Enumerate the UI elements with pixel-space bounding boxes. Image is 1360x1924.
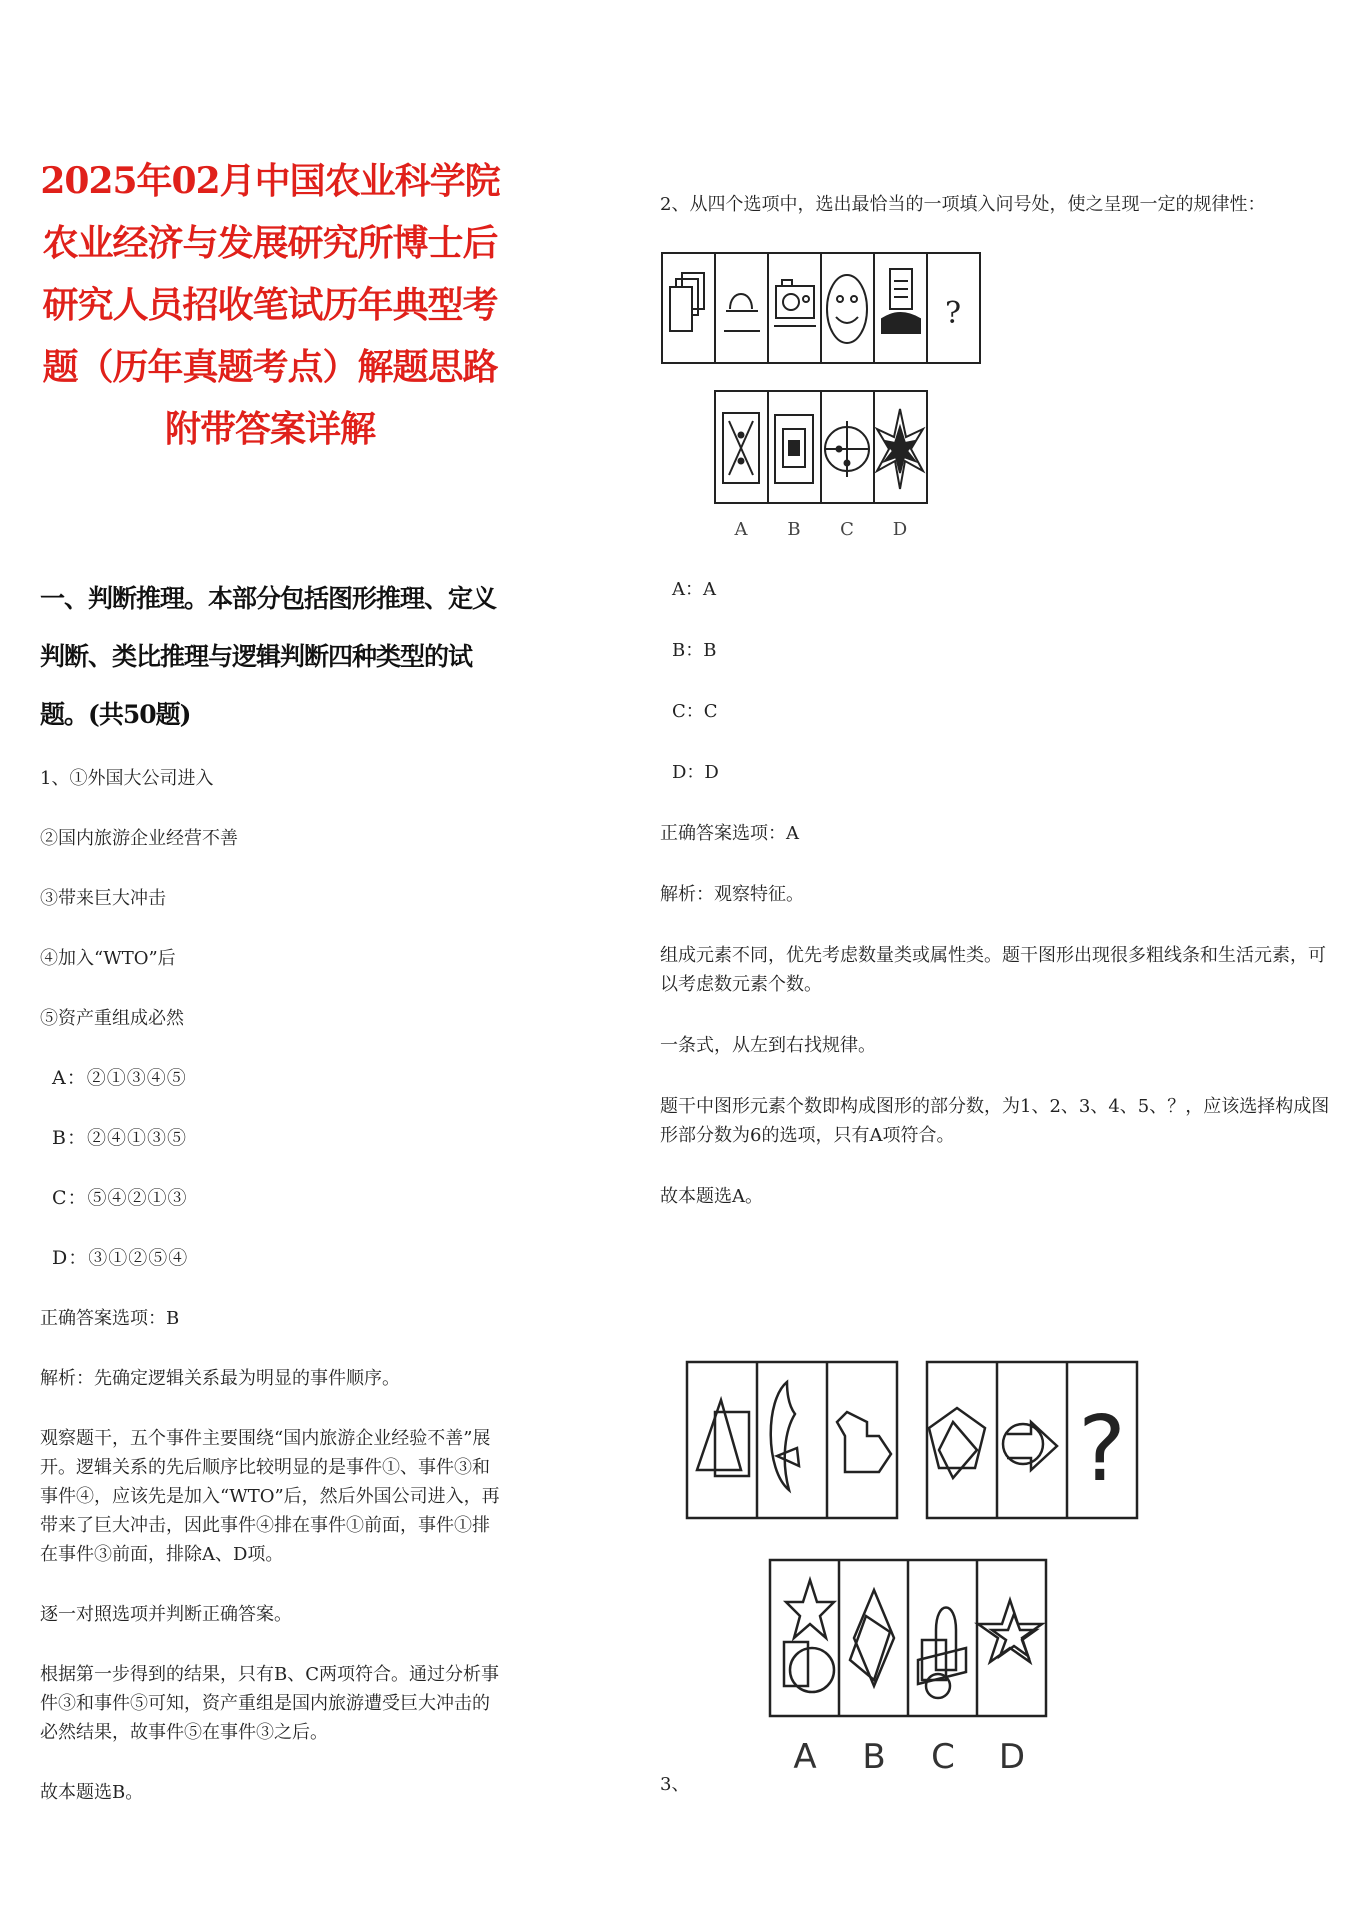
q2-option-c[interactable]: C：C xyxy=(672,701,718,722)
q2-analysis-4: 题干中图形元素个数即构成图形的部分数，为1、2、3、4、5、？，应该选择构成图形部分数为6的选项，只有A项符合。 xyxy=(660,1096,1330,1146)
q1-analysis-2: 观察题干，五个事件主要围绕“国内旅游企业经验不善”展开。逻辑关系的先后顺序比较明显的是事件①、事件③和事件④，应该先是加入“WTO”后，然后外国公司进入，再带来了巨大冲击，因此事件④排在事件①前面，事件①排在事件③前面，排除A、D项。 xyxy=(40,1428,500,1565)
q1-analysis-4: 根据第一步得到的结果，只有B、C两项符合。通过分析事件③和事件⑤可知，资产重组是国内旅游遭受巨大冲击的必然结果，故事件⑤在事件③之后。 xyxy=(40,1664,499,1743)
q2-analysis-5: 故本题选A。 xyxy=(660,1186,763,1207)
q1-number: 1、 xyxy=(40,768,70,789)
q1-item-4: ④加入“WTO”后 xyxy=(40,948,176,969)
q1-item-text: ①外国大公司进入 xyxy=(69,768,214,789)
q3-figure xyxy=(685,1360,1145,1780)
q2-label-c: C xyxy=(840,519,854,540)
triangle-square-figure xyxy=(697,1400,749,1476)
circle-arrow-figure xyxy=(1003,1422,1057,1470)
q3-options-row xyxy=(770,1560,1046,1716)
q1-option-c[interactable]: C：⑤④②①③ xyxy=(52,1187,188,1209)
crescent-figure xyxy=(771,1382,799,1490)
option-c-figure xyxy=(918,1608,966,1699)
pentagon-figure xyxy=(929,1408,985,1478)
option-a-figure xyxy=(723,413,759,483)
q2-analysis-2: 组成元素不同，优先考虑数量类或属性类。题干图形出现很多粗线条和生活元素，可以考虑数元素个数。 xyxy=(660,945,1326,995)
q2-label-b: B xyxy=(787,519,801,540)
q2-analysis-3: 一条式，从左到右找规律。 xyxy=(660,1035,876,1056)
q1-option-b[interactable]: B：②④①③⑤ xyxy=(52,1127,187,1149)
q2-option-labels xyxy=(734,519,908,540)
q2-options-row xyxy=(715,391,927,503)
q3-question-mark: ? xyxy=(1078,1397,1126,1502)
q1-analysis-1: 解析：先确定逻辑关系最为明显的事件顺序。 xyxy=(40,1368,400,1389)
q3-label-a: A xyxy=(793,1737,817,1777)
q1-option-d[interactable]: D：③①②⑤④ xyxy=(52,1247,189,1269)
section-heading: 一、判断推理。本部分包括图形推理、定义判断、类比推理与逻辑判断四种类型的试题。(共50题) xyxy=(40,584,497,729)
q2-answer: 正确答案选项：A xyxy=(660,823,799,844)
q1-answer: 正确答案选项：B xyxy=(40,1308,180,1329)
q3-option-labels xyxy=(793,1737,1025,1777)
option-d-figure xyxy=(978,1600,1042,1662)
q3-label-c: C xyxy=(931,1737,955,1777)
q1-item-2: ②国内旅游企业经营不善 xyxy=(40,828,238,849)
q2-option-d[interactable]: D：D xyxy=(672,762,719,783)
left-column xyxy=(40,150,500,1838)
q3-sequence-row xyxy=(687,1362,1137,1518)
q2-analysis-1: 解析：观察特征。 xyxy=(660,884,804,905)
q1-option-a[interactable]: A：②①③④⑤ xyxy=(52,1067,187,1089)
q3-group-1-frame xyxy=(687,1362,897,1518)
camera-icon xyxy=(774,280,816,326)
q2-sequence-row xyxy=(662,253,980,363)
q2-stem: 2、从四个选项中，选出最恰当的一项填入问号处，使之呈现一定的规律性： xyxy=(660,194,1266,215)
q2-option-a[interactable]: A：A xyxy=(672,579,716,600)
q2-option-b[interactable]: B：B xyxy=(672,640,717,661)
q1-analysis-3: 逐一对照选项并判断正确答案。 xyxy=(40,1604,292,1625)
option-b-figure xyxy=(775,415,813,483)
document-title: 2025年02月中国农业科学院农业经济与发展研究所博士后研究人员招收笔试历年典型考题（历年真题考点）解题思路附带答案详解 xyxy=(40,160,500,450)
option-d-figure xyxy=(877,409,923,489)
tag-figure xyxy=(837,1412,891,1472)
question-1 xyxy=(40,764,500,1807)
option-c-figure xyxy=(825,421,869,477)
q2-label-d: D xyxy=(892,519,908,540)
q1-item-5: ⑤资产重组成必然 xyxy=(40,1008,184,1029)
q2-label-a: A xyxy=(734,519,748,540)
q3-label-b: B xyxy=(862,1737,886,1777)
q1-analysis-5: 故本题选B。 xyxy=(40,1782,144,1803)
smiley-icon xyxy=(827,275,867,343)
q2-figure xyxy=(660,251,990,551)
phone-icon xyxy=(882,269,920,333)
q2-question-mark: ? xyxy=(944,296,962,331)
option-b-figure xyxy=(850,1590,894,1686)
option-a-figure xyxy=(784,1580,834,1692)
q3-number: 3、 xyxy=(660,1774,690,1795)
stacked-papers-icon xyxy=(670,273,704,331)
right-column xyxy=(660,190,1330,1795)
scale-icon xyxy=(724,294,760,331)
q1-item-1 xyxy=(40,764,500,793)
q1-item-3: ③带来巨大冲击 xyxy=(40,888,166,909)
q3-label-d: D xyxy=(998,1737,1026,1777)
